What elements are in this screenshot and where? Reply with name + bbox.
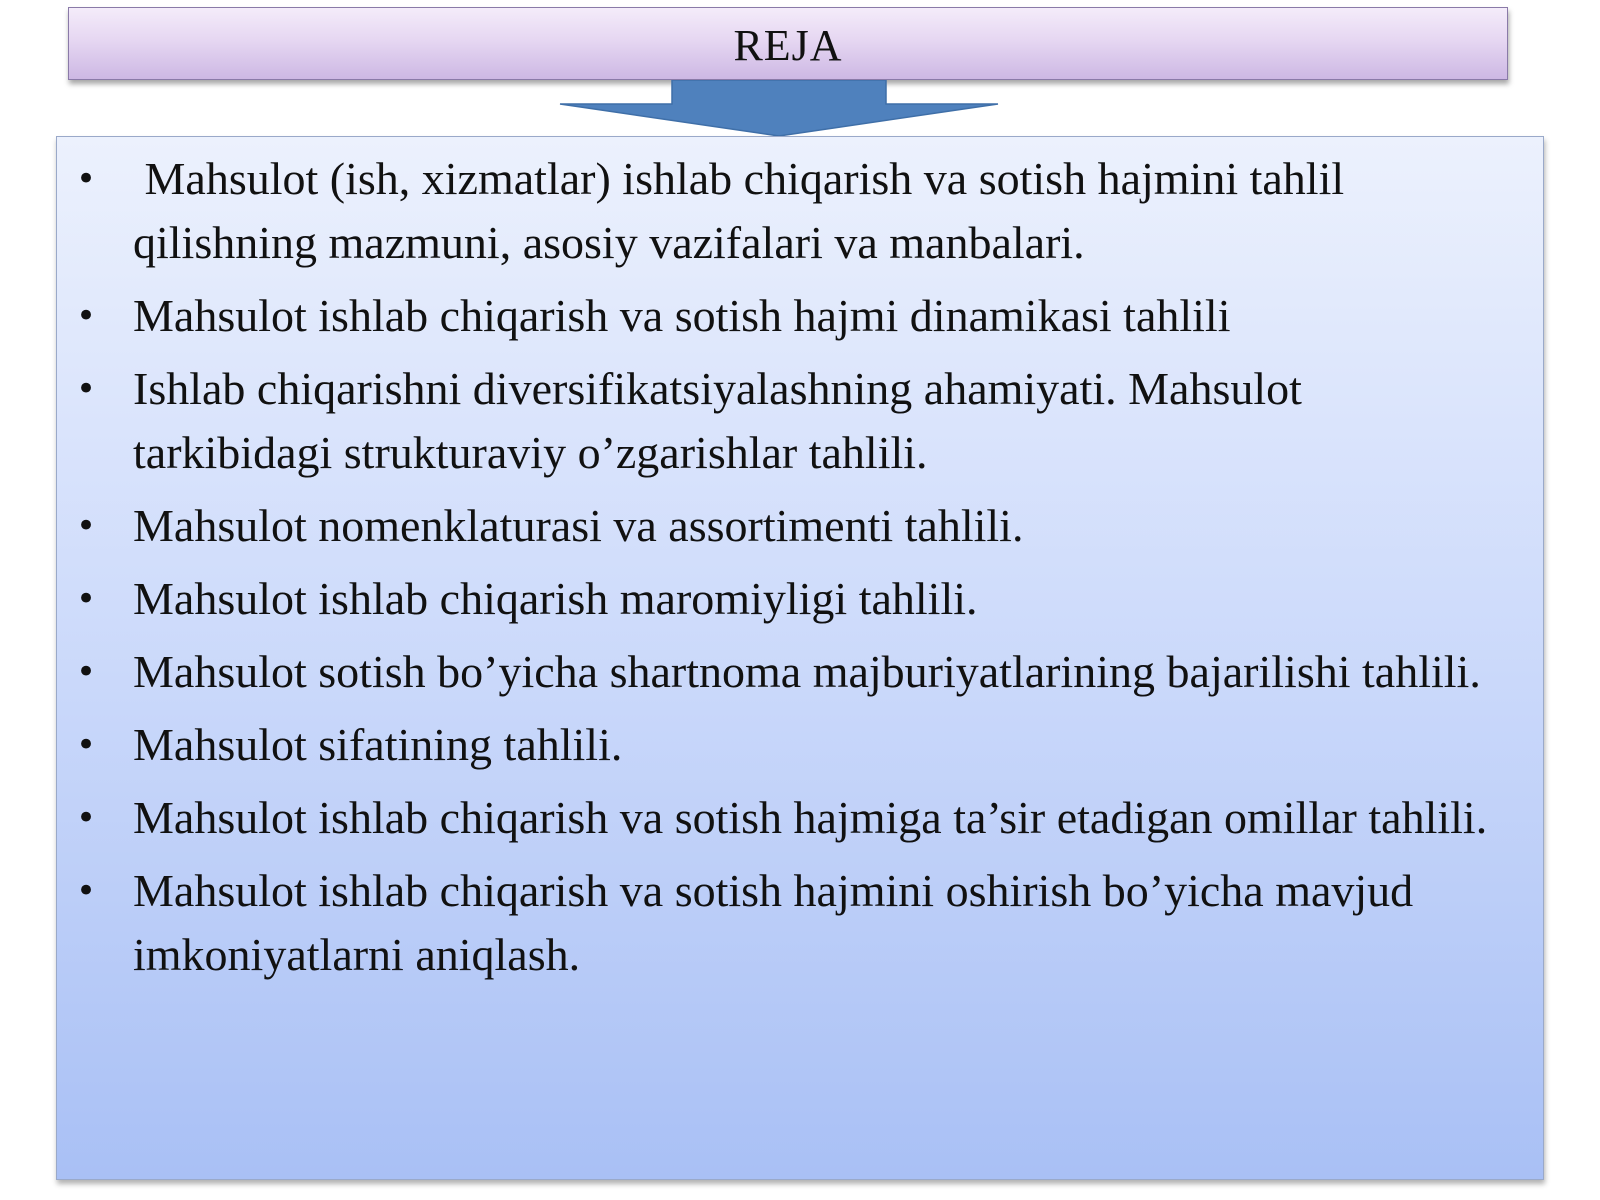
bullet-icon: • [75, 369, 97, 409]
bullet-icon: • [75, 506, 97, 546]
plan-box [56, 136, 1544, 1180]
bullet-icon: • [75, 296, 97, 336]
list-item [57, 284, 1503, 348]
bullet-icon: • [75, 725, 97, 765]
list-item [57, 357, 1503, 485]
list-item-text: Mahsulot ishlab chiqarish va sotish hajmiga ta’sir etadigan omillar tahlili. [133, 792, 1488, 843]
down-arrow-icon [558, 80, 1018, 136]
list-item-text: Mahsulot (ish, xizmatlar) ishlab chiqarish va sotish hajmini tahlil qilishning mazmuni, asosiy vazifalari va manbalari. [133, 153, 1356, 268]
list-item-text: Mahsulot sifatining tahlili. [133, 719, 623, 770]
bullet-icon: • [75, 579, 97, 619]
list-item-text: Mahsulot ishlab chiqarish maromiyligi tahlili. [133, 573, 978, 624]
list-item [57, 713, 1503, 777]
list-item [57, 640, 1503, 704]
list-item-text: Ishlab chiqarishni diversifikatsiyalashning ahamiyati. Mahsulot tarkibidagi strukturaviy o’zgarishlar tahlili. [133, 363, 1302, 478]
bullet-icon: • [75, 798, 97, 838]
list-item-text: Mahsulot ishlab chiqarish va sotish hajmi dinamikasi tahlili [133, 290, 1231, 341]
bullet-icon: • [75, 652, 97, 692]
list-item [57, 494, 1503, 558]
list-item-text: Mahsulot sotish bo’yicha shartnoma majburiyatlarining bajarilishi tahlili. [133, 646, 1481, 697]
list-item-text: Mahsulot ishlab chiqarish va sotish hajmini oshirish bo’yicha mavjud imkoniyatlarni aniqlash. [133, 865, 1414, 980]
list-item [57, 147, 1503, 275]
plan-list [57, 137, 1543, 987]
bullet-icon: • [75, 159, 97, 199]
list-item [57, 859, 1503, 987]
page-title: REJA [733, 20, 843, 70]
list-item-text: Mahsulot nomenklaturasi va assortimenti tahlili. [133, 500, 1024, 551]
bullet-icon: • [75, 871, 97, 911]
title-banner [68, 7, 1508, 80]
list-item [57, 567, 1503, 631]
list-item [57, 786, 1503, 850]
